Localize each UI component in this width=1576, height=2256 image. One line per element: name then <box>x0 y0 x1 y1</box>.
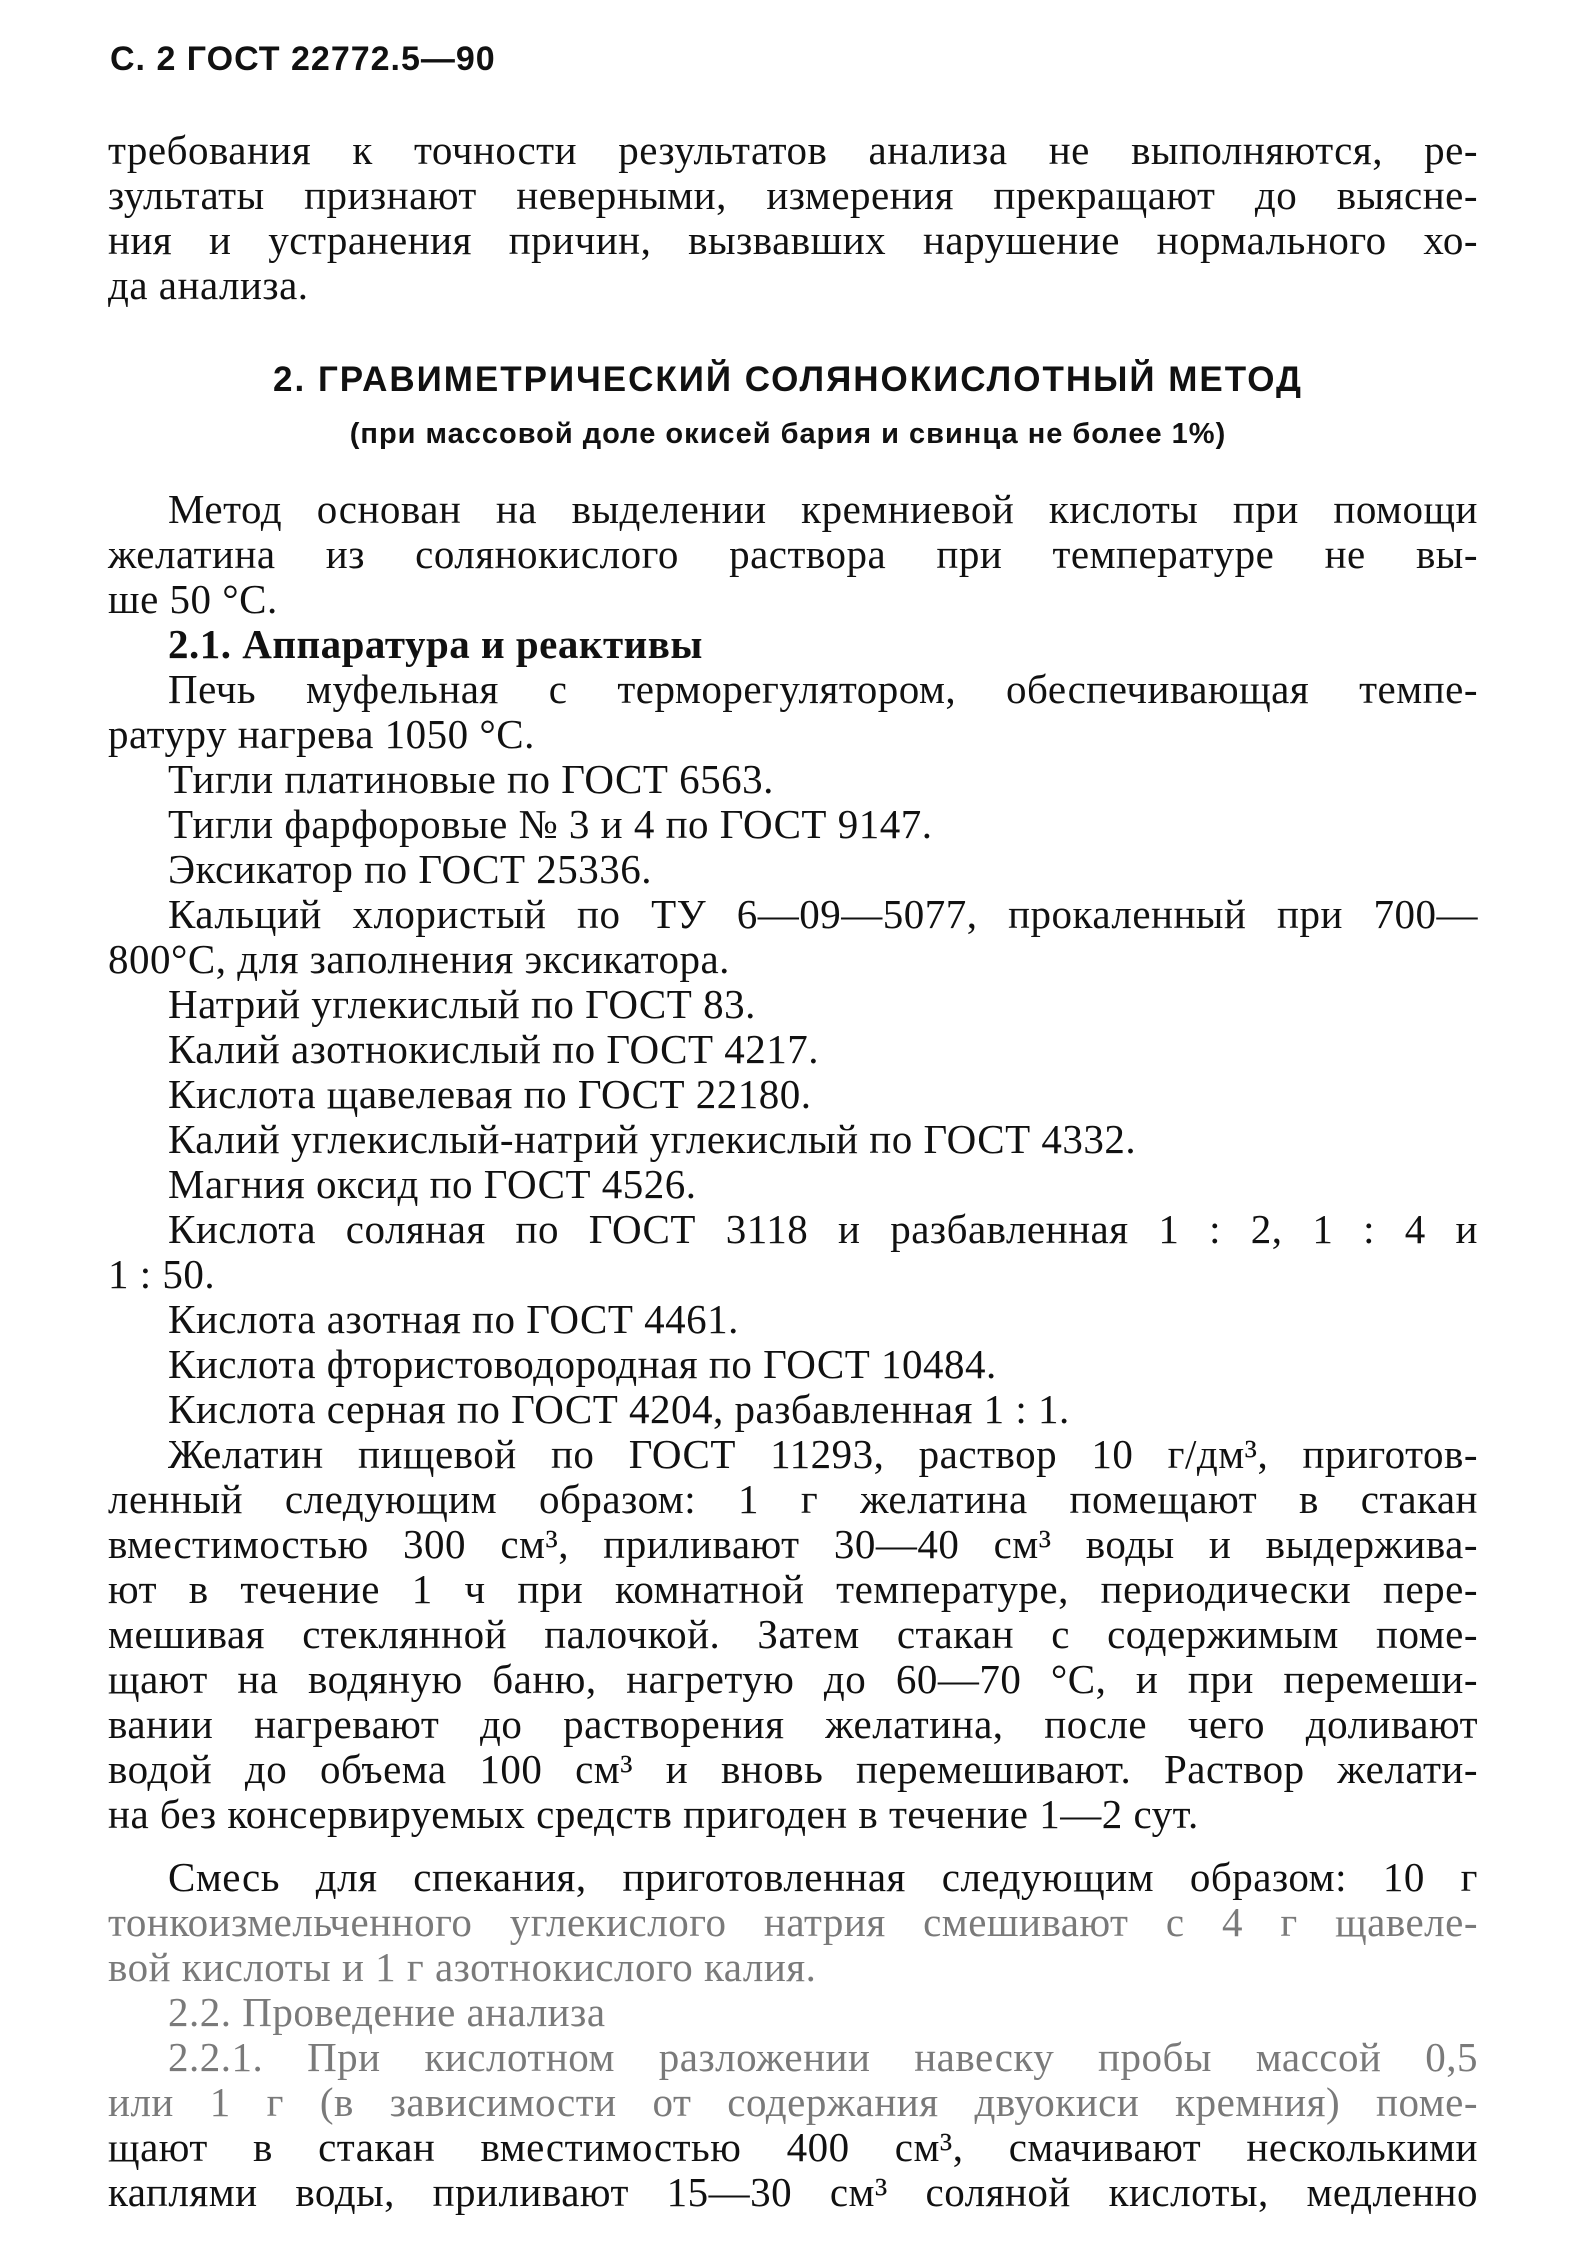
text-line: Калий азотнокислый по ГОСТ 4217. <box>168 1026 820 1072</box>
text-line: ратуру нагрева 1050 °С. <box>108 711 535 757</box>
text-line: щают в стакан вместимостью 400 см³, смачивают несколькими <box>108 2124 1478 2170</box>
gelatin-paragraph <box>108 1432 1478 1837</box>
text-line: Кальций хлористый по ТУ 6—09—5077, прокаленный при 700— <box>168 891 1478 937</box>
subsection-title: 2.1. Аппаратура и реактивы <box>168 621 703 667</box>
text-line: требования к точности результатов анализа не выполняются, ре- <box>108 127 1478 173</box>
text-line: Желатин пищевой по ГОСТ 11293, раствор 10 г/дм³, приготов- <box>168 1431 1478 1477</box>
text-line: 1 : 50. <box>108 1251 216 1297</box>
text-line: Тигли фарфоровые № 3 и 4 по ГОСТ 9147. <box>168 801 933 847</box>
analysis-section <box>108 1990 1478 2215</box>
text-line: водой до объема 100 см³ и вновь перемешивают. Раствор желати- <box>108 1746 1478 1792</box>
text-line: 800°С, для заполнения эксикатора. <box>108 936 730 982</box>
text-line: Тигли платиновые по ГОСТ 6563. <box>168 756 774 802</box>
text-line: вместимостью 300 см³, приливают 30—40 см³ воды и выдержива- <box>108 1521 1478 1567</box>
text-line: 2.2.1. При кислотном разложении навеску пробы массой 0,5 <box>168 2034 1478 2080</box>
page-header: С. 2 ГОСТ 22772.5—90 <box>110 40 496 78</box>
text-line: желатина из солянокислого раствора при температуре не вы- <box>108 531 1478 577</box>
text-line: Калий углекислый-натрий углекислый по ГОСТ 4332. <box>168 1116 1137 1162</box>
text-line: вании нагревают до растворения желатина, после чего доливают <box>108 1701 1478 1747</box>
text-line: щают на водяную баню, нагретую до 60—70 °С, и при перемеши- <box>108 1656 1478 1702</box>
mixture-paragraph <box>108 1855 1478 1990</box>
intro-paragraph <box>108 128 1478 308</box>
text-line: Кислота азотная по ГОСТ 4461. <box>168 1296 739 1342</box>
text-line: ют в течение 1 ч при комнатной температуре, периодически пере- <box>108 1566 1478 1612</box>
section-subtitle: (при массовой доле окисей бария и свинца не более 1%) <box>349 418 1227 450</box>
text-line: Печь муфельная с терморегулятором, обеспечивающая темпе- <box>168 666 1478 712</box>
section-title: 2. ГРАВИМЕТРИЧЕСКИЙ СОЛЯНОКИСЛОТНЫЙ МЕТОД <box>273 360 1303 399</box>
text-line: Кислота серная по ГОСТ 4204, разбавленная 1 : 1. <box>168 1386 1070 1432</box>
text-line: зультаты признают неверными, измерения прекращают до выясне- <box>108 172 1478 218</box>
text-line: Кислота фтористоводородная по ГОСТ 10484. <box>168 1341 997 1387</box>
text-line: Кислота соляная по ГОСТ 3118 и разбавленная 1 : 2, 1 : 4 и <box>168 1206 1478 1252</box>
text-line: вой кислоты и 1 г азотнокислого калия. <box>108 1944 817 1990</box>
method-paragraph <box>108 487 1478 622</box>
text-line: да анализа. <box>108 262 309 308</box>
text-line: или 1 г (в зависимости от содержания двуокиси кремния) поме- <box>108 2079 1478 2125</box>
text-line: Кислота щавелевая по ГОСТ 22180. <box>168 1071 812 1117</box>
text-line: Смесь для спекания, приготовленная следующим образом: 10 г <box>168 1854 1478 1900</box>
text-line: Метод основан на выделении кремниевой кислоты при помощи <box>168 486 1478 532</box>
text-line: ше 50 °С. <box>108 576 278 622</box>
text-line: на без консервируемых средств пригоден в течение 1—2 сут. <box>108 1791 1199 1837</box>
text-line: Эксикатор по ГОСТ 25336. <box>168 846 653 892</box>
text-line: Натрий углекислый по ГОСТ 83. <box>168 981 756 1027</box>
subsection-title: 2.2. Проведение анализа <box>168 1989 606 2035</box>
text-line: Магния оксид по ГОСТ 4526. <box>168 1161 697 1207</box>
text-line: ния и устранения причин, вызвавших нарушение нормального хо- <box>108 217 1478 263</box>
text-line: каплями воды, приливают 15—30 см³ соляной кислоты, медленно <box>108 2169 1478 2215</box>
text-line: мешивая стеклянной палочкой. Затем стакан с содержимым поме- <box>108 1611 1478 1657</box>
text-line: тонкоизмельченного углекислого натрия смешивают с 4 г щавеле- <box>108 1899 1478 1945</box>
text-line: ленный следующим образом: 1 г желатина помещают в стакан <box>108 1476 1478 1522</box>
apparatus-section <box>108 622 1478 1432</box>
